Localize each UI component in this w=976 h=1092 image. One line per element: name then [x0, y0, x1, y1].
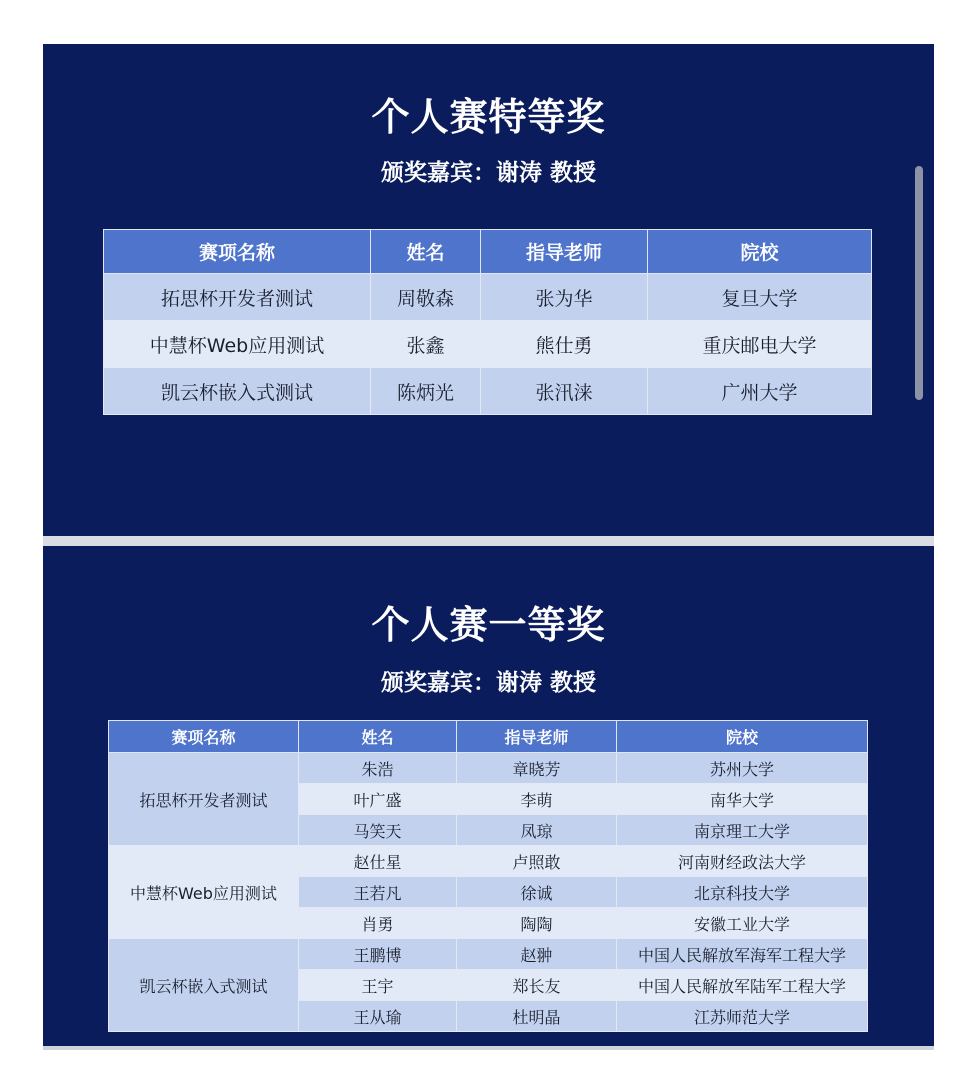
cell-advisor: 徐诚 — [457, 877, 617, 908]
header-event: 赛项名称 — [104, 230, 371, 274]
cell-advisor: 赵翀 — [457, 939, 617, 970]
cell-name: 朱浩 — [299, 753, 457, 784]
cell-event: 拓思杯开发者测试 — [109, 753, 299, 846]
table-row — [104, 274, 872, 321]
award-slide-grand-prize — [43, 44, 934, 536]
cell-school: 南华大学 — [617, 784, 868, 815]
cell-name: 马笑天 — [299, 815, 457, 846]
cell-school: 安徽工业大学 — [617, 908, 868, 939]
cell-advisor: 张为华 — [481, 274, 648, 321]
table-row — [104, 321, 872, 368]
cell-school: 江苏师范大学 — [617, 1001, 868, 1032]
cell-advisor: 凤琼 — [457, 815, 617, 846]
cell-advisor: 章晓芳 — [457, 753, 617, 784]
table-row — [104, 368, 872, 415]
cell-event: 凯云杯嵌入式测试 — [109, 939, 299, 1032]
cell-advisor: 杜明晶 — [457, 1001, 617, 1032]
cell-name: 王宇 — [299, 970, 457, 1001]
cell-name: 赵仕星 — [299, 846, 457, 877]
header-advisor: 指导老师 — [457, 721, 617, 753]
cell-advisor: 陶陶 — [457, 908, 617, 939]
header-name: 姓名 — [371, 230, 481, 274]
cell-school: 中国人民解放军海军工程大学 — [617, 939, 868, 970]
slide-divider — [43, 536, 934, 546]
header-name: 姓名 — [299, 721, 457, 753]
presenter-line: 颁奖嘉宾：谢涛 教授 — [380, 670, 596, 696]
cell-event: 中慧杯Web应用测试 — [104, 321, 371, 368]
header-school: 院校 — [648, 230, 872, 274]
cell-event: 拓思杯开发者测试 — [104, 274, 371, 321]
slide-title: 个人赛一等奖 — [371, 603, 606, 647]
table-row — [109, 753, 868, 784]
table-header-row — [109, 721, 868, 753]
header-event: 赛项名称 — [109, 721, 299, 753]
cell-school: 苏州大学 — [617, 753, 868, 784]
cell-advisor: 李萌 — [457, 784, 617, 815]
cell-name: 张鑫 — [371, 321, 481, 368]
cell-name: 肖勇 — [299, 908, 457, 939]
cell-event: 中慧杯Web应用测试 — [109, 846, 299, 939]
grand-prize-table — [103, 229, 872, 415]
slide-title: 个人赛特等奖 — [371, 95, 606, 139]
scrollbar-thumb[interactable] — [915, 166, 923, 400]
header-school: 院校 — [617, 721, 868, 753]
cell-school: 北京科技大学 — [617, 877, 868, 908]
table-header-row — [104, 230, 872, 274]
award-slide-first-prize — [43, 546, 934, 1046]
cell-name: 王若凡 — [299, 877, 457, 908]
cell-name: 叶广盛 — [299, 784, 457, 815]
first-prize-table — [108, 720, 868, 1032]
bottom-divider — [43, 1046, 934, 1050]
cell-school: 重庆邮电大学 — [648, 321, 872, 368]
table-row — [109, 939, 868, 970]
cell-name: 陈炳光 — [371, 368, 481, 415]
header-advisor: 指导老师 — [481, 230, 648, 274]
cell-school: 南京理工大学 — [617, 815, 868, 846]
cell-name: 王鹏博 — [299, 939, 457, 970]
cell-school: 复旦大学 — [648, 274, 872, 321]
cell-school: 广州大学 — [648, 368, 872, 415]
cell-school: 河南财经政法大学 — [617, 846, 868, 877]
cell-advisor: 张汛涞 — [481, 368, 648, 415]
presenter-line: 颁奖嘉宾：谢涛 教授 — [380, 160, 596, 186]
cell-name: 周敬森 — [371, 274, 481, 321]
cell-name: 王从瑜 — [299, 1001, 457, 1032]
table-row — [109, 846, 868, 877]
cell-school: 中国人民解放军陆军工程大学 — [617, 970, 868, 1001]
cell-advisor: 郑长友 — [457, 970, 617, 1001]
cell-advisor: 卢照敢 — [457, 846, 617, 877]
cell-advisor: 熊仕勇 — [481, 321, 648, 368]
cell-event: 凯云杯嵌入式测试 — [104, 368, 371, 415]
